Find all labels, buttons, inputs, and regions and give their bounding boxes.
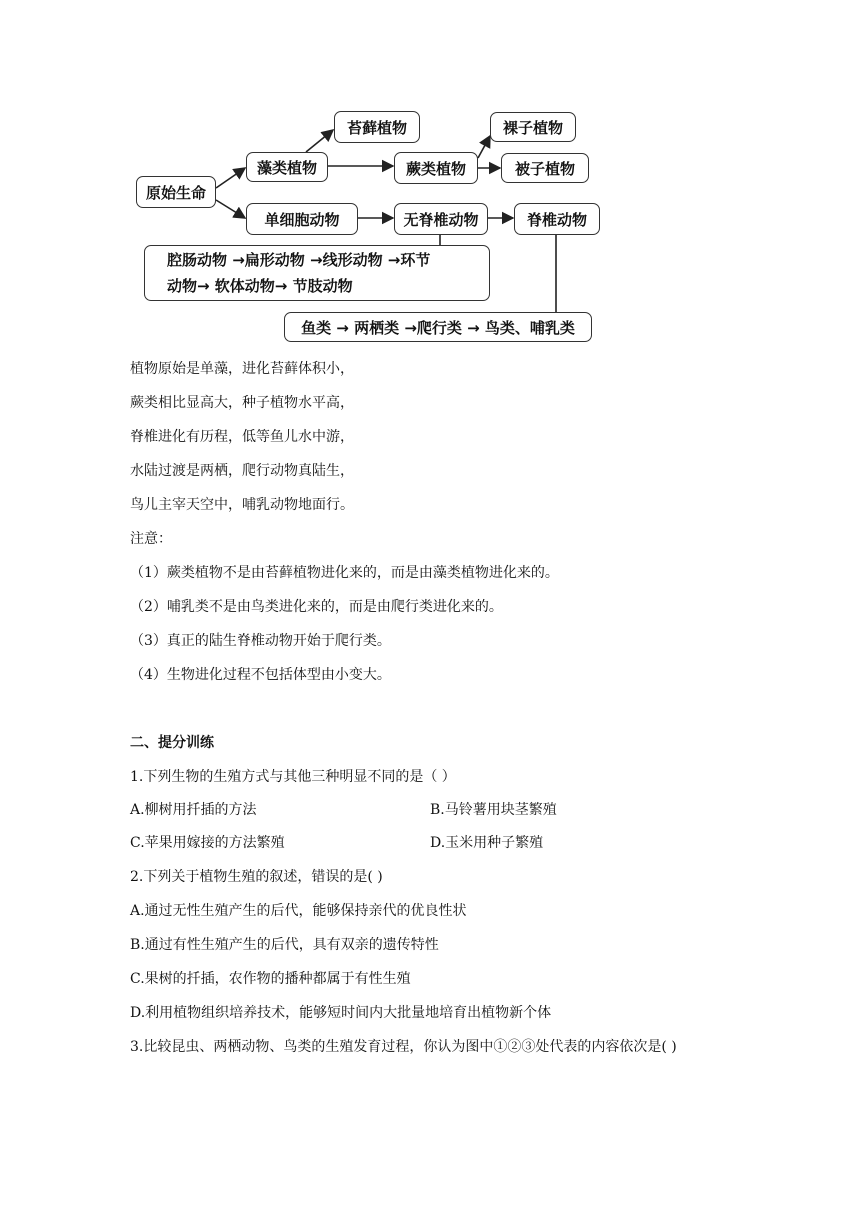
- note-item: （2）哺乳类不是由鸟类进化来的，而是由爬行类进化来的。: [130, 599, 503, 615]
- node-angiosperm: [501, 153, 589, 183]
- node-unicellular: [246, 203, 358, 235]
- node-label: 苔藓植物: [346, 118, 407, 137]
- node-label: 单细胞动物: [264, 210, 340, 229]
- note-title: 注意：: [130, 531, 172, 547]
- note-item: （4）生物进化过程不包括体型由小变大。: [130, 667, 391, 683]
- option: B.通过有性生殖产生的后代，具有双亲的遗传特性: [130, 937, 439, 953]
- section-title: 二、提分训练: [130, 735, 214, 751]
- node-algae: [246, 152, 328, 182]
- node-label: 蕨类植物: [405, 159, 466, 178]
- invertebrate-chain-line: 腔肠动物 →扁形动物 →线形动物 →环节: [167, 251, 431, 269]
- node-gymnosperm: [490, 112, 576, 142]
- node-invertebrate: [394, 203, 488, 235]
- invertebrate-chain-box: [144, 245, 490, 301]
- option: C.苹果用嫁接的方法繁殖: [130, 835, 285, 851]
- node-label: 无脊椎动物: [403, 210, 479, 229]
- node-primitive-life: [136, 176, 216, 208]
- invertebrate-chain-line: 动物→ 软体动物→ 节肢动物: [167, 277, 353, 295]
- question-stem: 2.下列关于植物生殖的叙述，错误的是( ): [130, 869, 383, 885]
- option: A.通过无性生殖产生的后代，能够保持亲代的优良性状: [130, 903, 467, 919]
- note-item: （1）蕨类植物不是由苔藓植物进化来的，而是由藻类植物进化来的。: [130, 565, 559, 581]
- node-label: 被子植物: [514, 159, 575, 178]
- node-label: 裸子植物: [502, 118, 563, 137]
- q1-option-row: [130, 833, 544, 853]
- q1-option-row: [130, 800, 557, 820]
- evolution-diagram: [128, 100, 608, 345]
- node-label: 藻类植物: [256, 158, 317, 177]
- question-stem: 1.下列生物的生殖方式与其他三种明显不同的是（ ）: [130, 769, 456, 785]
- rhyme-line: 脊椎进化有历程，低等鱼儿水中游，: [130, 429, 354, 445]
- rhyme-line: 蕨类相比显高大，种子植物水平高，: [130, 395, 354, 411]
- node-fern: [394, 152, 478, 184]
- node-moss: [334, 111, 420, 143]
- option: D.利用植物组织培养技术，能够短时间内大批量地培育出植物新个体: [130, 1005, 552, 1021]
- vertebrate-chain-box: [284, 312, 592, 342]
- node-label: 脊椎动物: [526, 210, 587, 229]
- option: A.柳树用扦插的方法: [130, 802, 257, 818]
- rhyme-line: 水陆过渡是两栖，爬行动物真陆生，: [130, 463, 354, 479]
- node-label: 原始生命: [145, 183, 206, 202]
- option: B.马铃薯用块茎繁殖: [430, 802, 557, 818]
- question-stem: 3.比较昆虫、两栖动物、鸟类的生殖发育过程，你认为图中①②③处代表的内容依次是( ): [130, 1039, 677, 1055]
- rhyme-line: 鸟儿主宰天空中，哺乳动物地面行。: [130, 497, 354, 513]
- rhyme-line: 植物原始是单藻，进化苔藓体积小，: [130, 361, 354, 377]
- vertebrate-chain-line: 鱼类 → 两栖类 →爬行类 → 鸟类、哺乳类: [301, 318, 575, 337]
- option: C.果树的扦插，农作物的播种都属于有性生殖: [130, 971, 411, 987]
- option: D.玉米用种子繁殖: [430, 835, 544, 851]
- note-item: （3）真正的陆生脊椎动物开始于爬行类。: [130, 633, 391, 649]
- node-vertebrate: [514, 203, 600, 235]
